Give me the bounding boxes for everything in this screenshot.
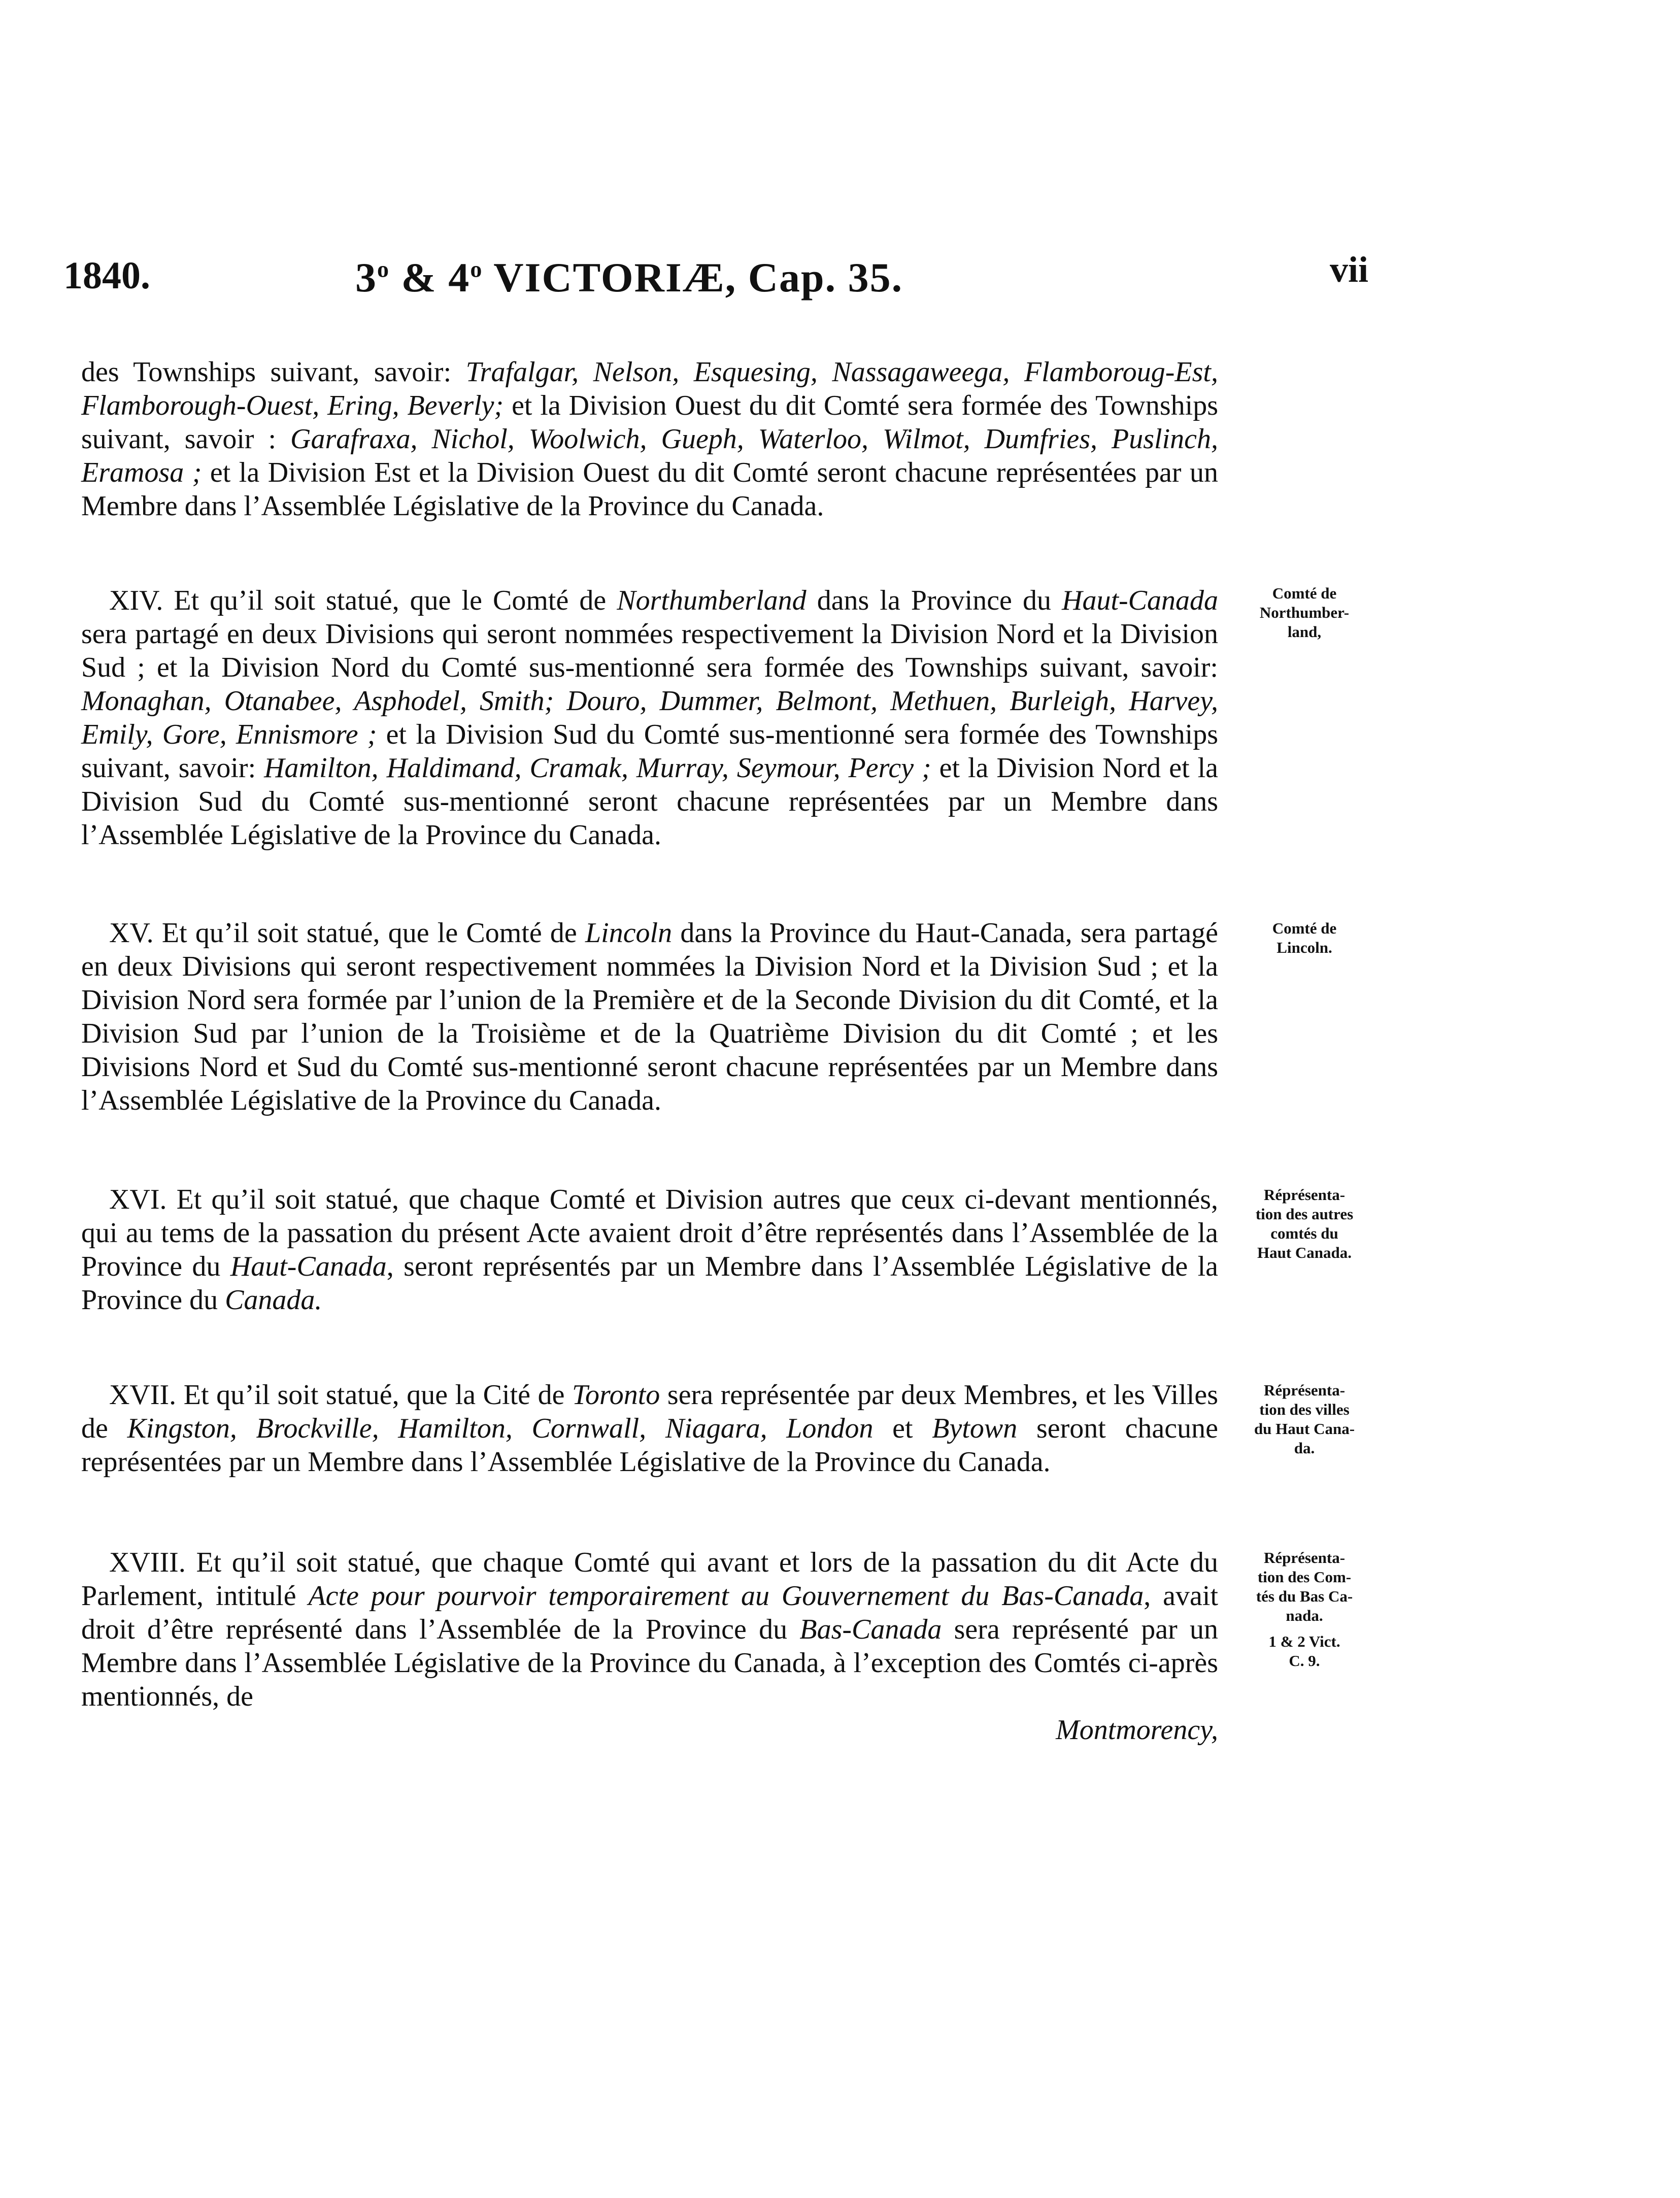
text-run: , seront représentés par un Membre dans l’Assemblée Législative de la Province du [81,1251,1218,1316]
header-title-rest: VICTORIÆ, Cap. 35. [483,254,903,301]
italic-run: Garafraxa, Nichol, Woolwich, Gueph, Waterloo, Wilmot, Dumfries, Puslinch, Eramosa ; [81,423,1218,488]
italic-run: Acte pour pourvoir temporairement au Gouvernement du Bas-Canada [308,1580,1144,1612]
text-run: et la Division Sud du Comté sus-mentionné sera formée des Townships suivant, savoir: [81,719,1218,784]
italic-run: Trafalgar, Nelson, Esquesing, Nassagaweega, Flamboroug-Est, Flamborough-Ouest, Ering, Beverly; [81,356,1218,421]
text-run: Et qu’il soit statué, que la Cité de [176,1379,573,1411]
header-title-b-sup: o [470,256,483,282]
text-run: et la Division Nord et la Division Sud du Comté sus-mentionné seront chacune représentées par un Membre dans l’Assemblée Législative de la Province du Canada. [81,752,1219,851]
header-title-a-sup: o [377,256,390,282]
header-title-a: 3 [355,254,377,301]
paragraph-xv [81,916,1218,1117]
text-run: sera représentée par deux Membres, et les Villes de [81,1379,1219,1444]
sidenote-lincoln: Comté de Lincoln. [1272,919,1337,956]
sidenote-villes: Réprésenta- tion des villes du Haut Cana- da. [1254,1381,1355,1457]
text-run: Et qu’il soit statué, que le Comté de [163,585,617,616]
paragraph-xvi [81,1183,1218,1317]
italic-run: Haut-Canada [230,1251,387,1282]
text-run: des Townships suivant, savoir: [81,356,466,388]
text-run: , avait droit d’être représenté dans l’Assemblée de la Province du [81,1580,1219,1645]
italic-run: Canada. [225,1284,322,1316]
paragraph-continued [81,355,1218,523]
text-run: et [873,1413,932,1444]
section-number: XIV. [109,585,163,616]
text-run: Et qu’il soit statué, que chaque Comté qui avant et lors de la passation du dit Acte du Parlement, intitulé [81,1547,1218,1612]
section-number: XVI. [109,1184,167,1215]
section-number: XV. [109,917,154,949]
italic-run: Hamilton, Haldimand, Cramak, Murray, Seymour, Percy ; [264,752,931,784]
italic-run: Kingston, Brockville, Hamilton, Cornwall, Niagara, London [127,1413,873,1444]
page-number: vii [1330,249,1369,290]
text-run: sera partagé en deux Divisions qui seront nommées respectivement la Division Nord et la Division Sud ; et la Division Nord du Comté sus-mentionné sera formée des Townships suivant, savoir: [81,618,1218,683]
text-run: seront chacune représentées par un Membre dans l’Assemblée Législative de la Province du Canada. [81,1413,1218,1478]
italic-run: Bas-Canada [799,1614,942,1645]
text-run: dans la Province du Haut-Canada, sera partagé en deux Divisions qui seront respectivement nommées la Division Nord et la Division Sud ; et la Division Nord sera formée par l’union de la Première et de la Seconde Division du dit Comté, et la Division Sud par l’union de la Troisième et de la Quatrième Division du dit Comté ; et les Divisions Nord et Sud du Comté sus-mentionné seront chacune représentées par un Membre dans l’Assemblée Législative de la Province du Canada. [81,917,1218,1116]
paragraph-xiv [81,584,1218,852]
header-title-mid: & 4 [390,254,471,301]
section-number: XVIII. [109,1547,186,1578]
italic-run: Bytown [932,1413,1018,1444]
sidenote-statute-reference: 1 & 2 Vict. C. 9. [1268,1633,1340,1670]
header-title [355,254,903,302]
text-run: Et qu’il soit statué, que chaque Comté et Division autres que ceux ci-devant mentionnés, qui au tems de la passation du présent Acte avaient droit d’être représentés dans l’Assemblée de la Province du [81,1184,1218,1282]
sidenote-northumberland: Comté de Northumber- land, [1259,584,1350,641]
section-number: XVII. [109,1379,177,1411]
header-year: 1840. [63,254,150,297]
text-run: et la Division Est et la Division Ouest du dit Comté seront chacune représentées par un Membre dans l’Assemblée Législative de la Province du Canada. [81,457,1219,522]
italic-run: Lincoln [585,917,673,949]
text-run: sera représenté par un Membre dans l’Assemblée Législative de la Province du Canada, à l’exception des Comtés ci-après mentionnés, de [81,1614,1218,1712]
sidenote-haut-canada: Réprésenta- tion des autres comtés du Haut Canada. [1255,1186,1354,1261]
sidenote-bas-canada: Réprésenta- tion des Com- tés du Bas Ca- nada. [1256,1549,1353,1624]
running-header [0,249,1680,315]
italic-run: Haut-Canada [1062,585,1219,616]
text-run: Et qu’il soit statué, que le Comté de [153,917,585,949]
italic-run: Monaghan, Otanabee, Asphodel, Smith; Douro, Dummer, Belmont, Methuen, Burleigh, Harvey, Emily, Gore, Ennismore ; [81,685,1218,750]
paragraph-xvii [81,1378,1218,1479]
italic-run: Toronto [572,1379,660,1411]
paragraph-xviii [81,1546,1218,1713]
text-run: dans la Province du [806,585,1062,616]
italic-run: Northumberland [617,585,807,616]
catchword: Montmorency, [1056,1714,1218,1746]
text-run: et la Division Ouest du dit Comté sera formée des Townships suivant, savoir : [81,390,1218,455]
